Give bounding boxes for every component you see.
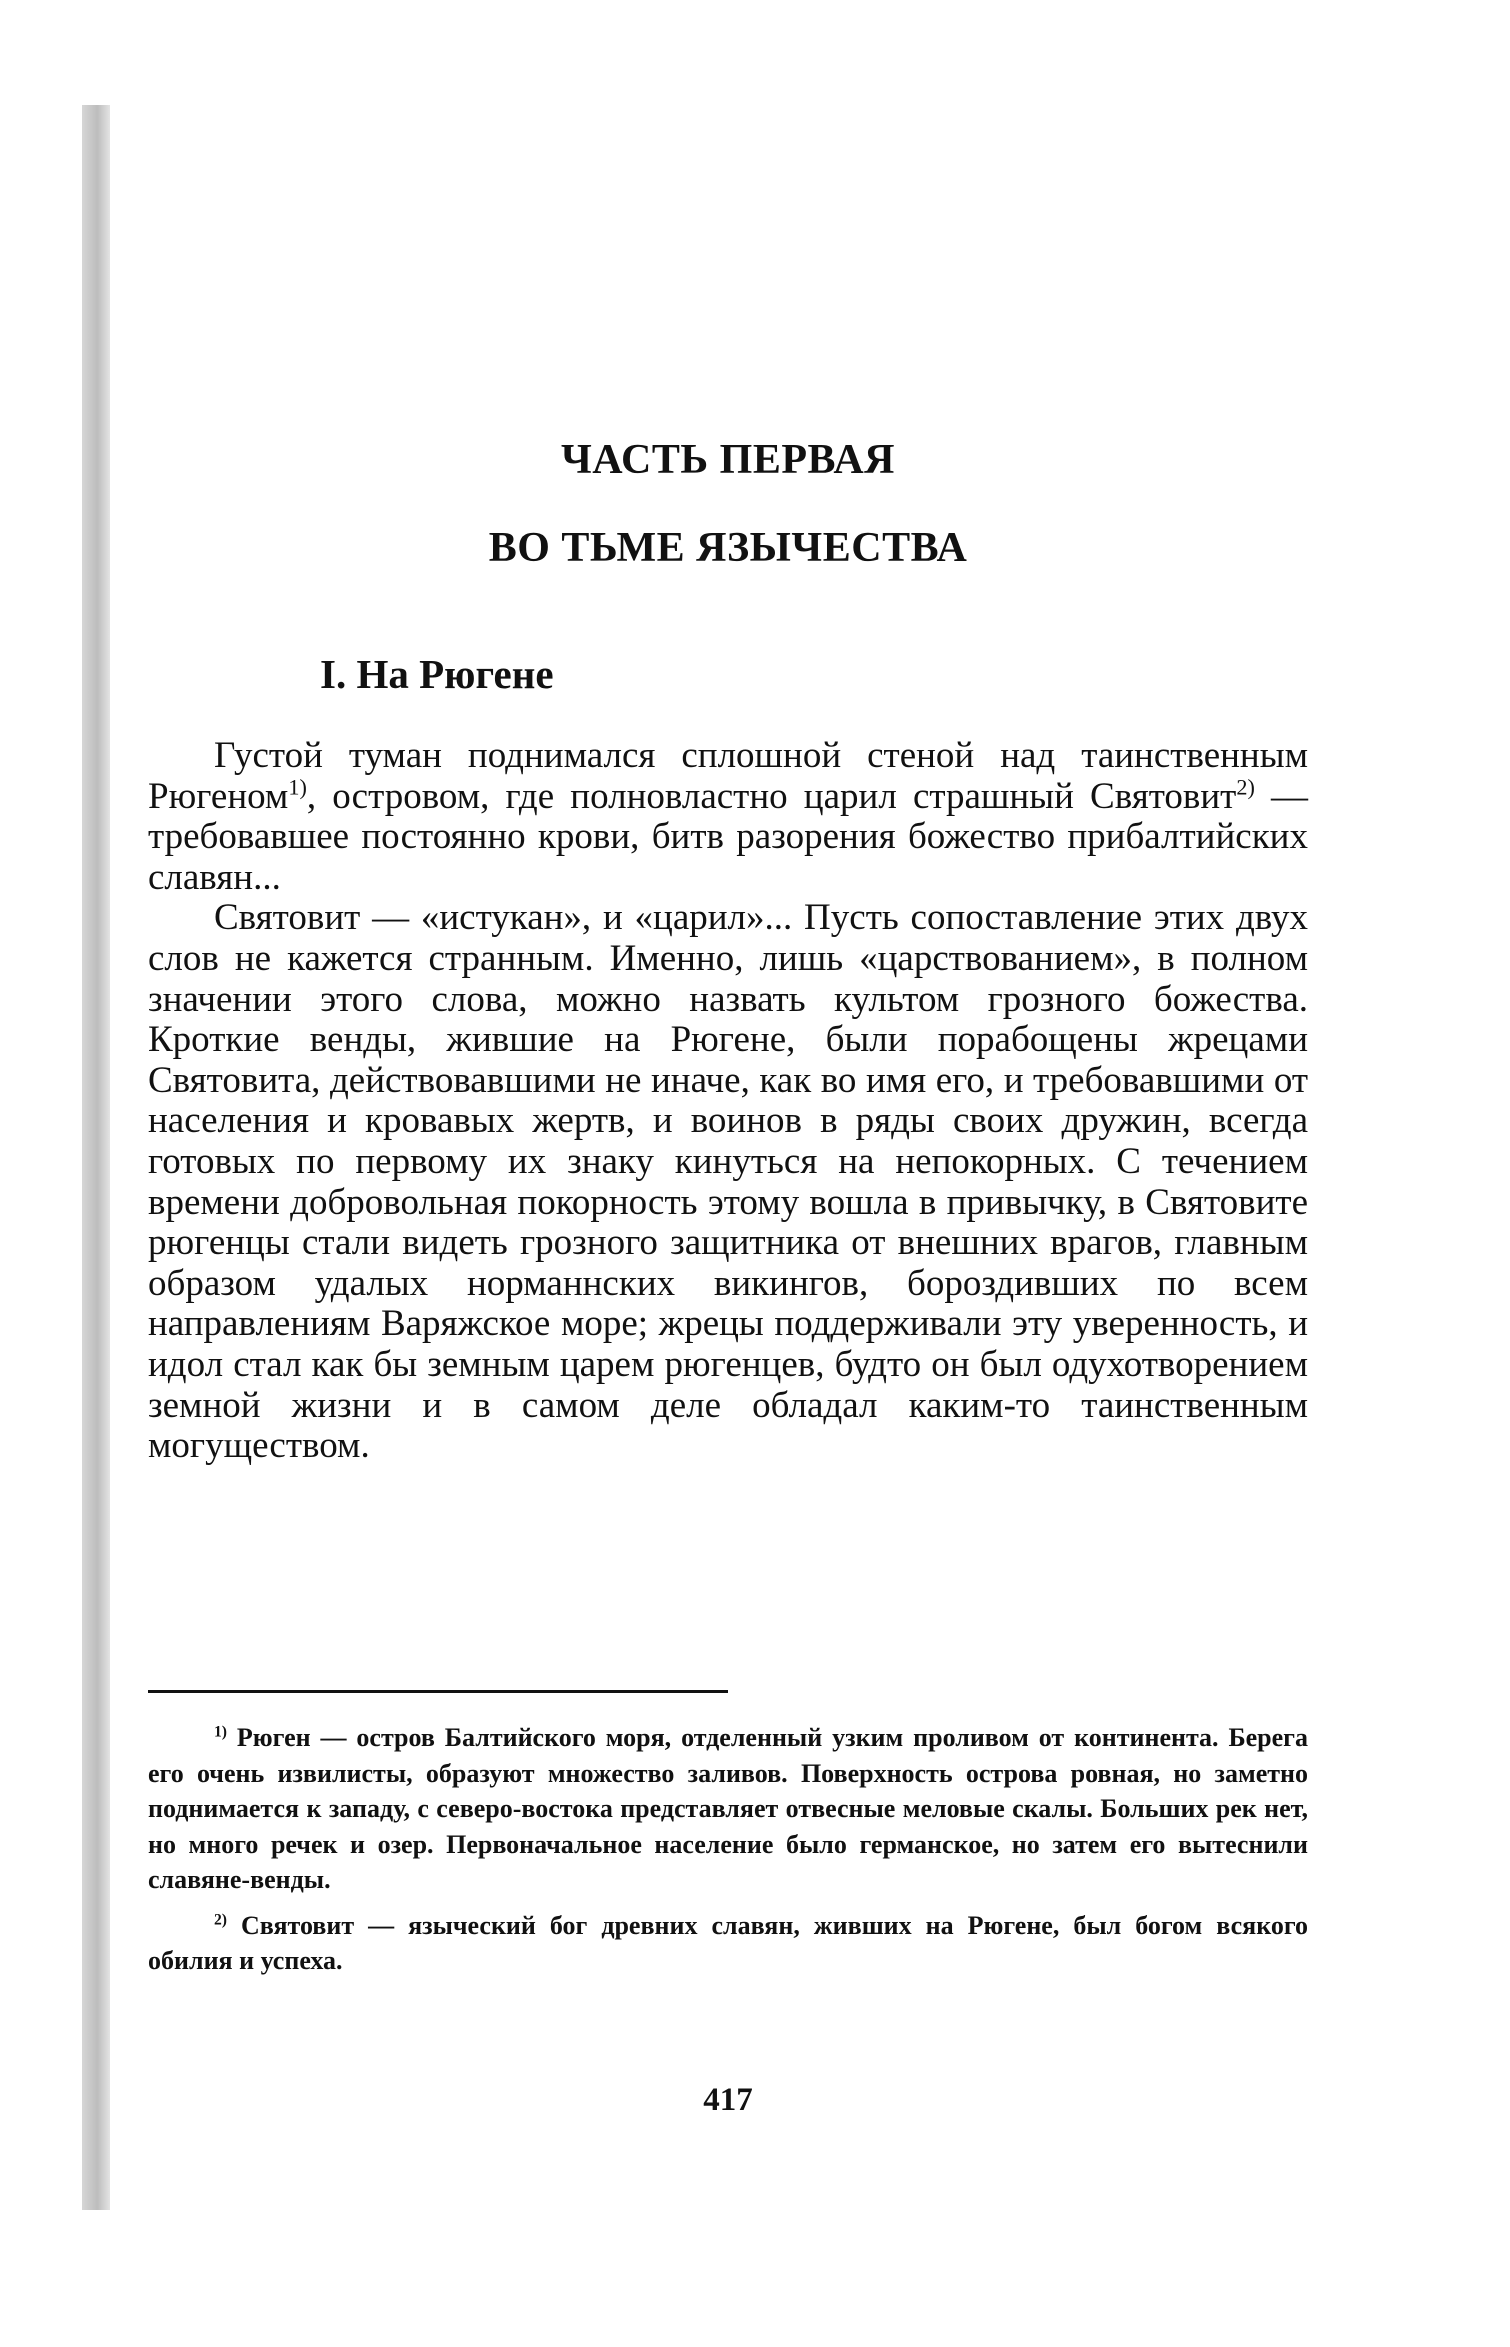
footnote-2-marker: 2) bbox=[214, 1910, 227, 1928]
footnote-1-text: Рюген — остров Балтийского моря, отделенный узким проливом от континента. Берега его очень извилисты, образуют множество заливов. Поверхность острова ровная, но заметно поднимается к западу, с северо-востока представляет отвесные меловые скалы. Больших рек нет, но много речек и озер. Первоначальное население было германское, но затем его вытеснили славяне-венды. bbox=[148, 1723, 1308, 1894]
book-spine-shadow bbox=[82, 105, 110, 2210]
footnote-separator bbox=[148, 1690, 728, 1693]
paragraph-1-part-b: , островом, где полновластно царил страшный Святовит bbox=[306, 775, 1237, 817]
footnote-2 bbox=[148, 1908, 1308, 1979]
paragraph-1 bbox=[148, 736, 1308, 898]
footnotes bbox=[148, 1720, 1308, 1989]
footnote-1-marker: 1) bbox=[214, 1723, 227, 1741]
paragraph-1-part-c: — требовавшее постоянно крови, битв разорения божество прибалтийских славян... bbox=[148, 775, 1308, 898]
paragraph-1-part-a: Густой туман поднимался сплошной стеной над таинственным Рюгеном bbox=[148, 735, 1308, 817]
main-text bbox=[148, 736, 1308, 1467]
footnote-ref-2: 2) bbox=[1236, 774, 1255, 800]
part-title: ЧАСТЬ ПЕРВАЯ bbox=[560, 437, 896, 483]
book-page bbox=[148, 0, 1308, 2347]
paragraph-2: Святовит — «истукан», и «царил»... Пусть сопоставление этих двух слов не кажется странным. Именно, лишь «царствованием», в полном значении этого слова, можно назвать культом грозного божества. Кроткие венды, жившие на Рюгене, были порабощены жрецами Святовита, действовавшими не иначе, как во имя его, и требовавшими от населения и кровавых жертв, и воинов в ряды своих дружин, всегда готовых по первому их знаку кинуться на непокорных. С течением времени добровольная покорность этому вошла в привычку, в Святовите рюгенцы стали видеть грозного защитника от внешних врагов, главным образом удалых норманнских викингов, бороздивших по всем направлениям Варяжское море; жрецы поддерживали эту уверенность, и идол стал как бы земным царем рюгенцев, будто он был одухотворением земной жизни и в самом деле обладал каким-то таинственным могуществом. bbox=[148, 897, 1308, 1467]
part-subtitle: ВО ТЬМЕ ЯЗЫЧЕСТВА bbox=[488, 525, 968, 571]
footnote-2-text: Святовит — языческий бог древних славян, живших на Рюгене, был богом всякого обилия и успеха. bbox=[148, 1910, 1308, 1975]
chapter-title: I. На Рюгене bbox=[320, 651, 554, 697]
page-number: 417 bbox=[703, 2082, 753, 2118]
footnote-ref-1: 1) bbox=[288, 774, 307, 800]
footnote-1 bbox=[148, 1720, 1308, 1898]
